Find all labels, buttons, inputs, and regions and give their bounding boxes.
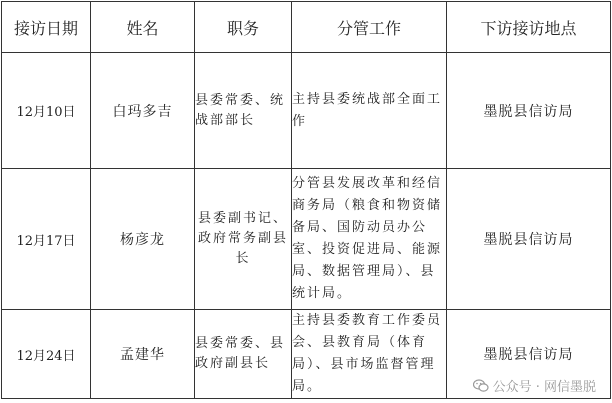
cell-name: 孟建华	[91, 310, 195, 399]
watermark-text: 公众号 · 网信墨脱	[492, 380, 596, 395]
table-row	[2, 53, 611, 169]
cell-duties: 主持县委教育工作委员会、县教育局（体育局）、县市场监督管理局。	[292, 310, 447, 399]
cell-date: 12月10日	[2, 53, 91, 169]
header-duties: 分管工作	[292, 2, 447, 53]
header-name: 姓名	[91, 2, 195, 53]
cell-duties: 分管县发展改革和经信商务局（粮食和物资储备局、国防动员办公室、投资促进局、能源局、数据管理局）、县统计局。	[292, 169, 447, 310]
cell-duties: 主持县委统战部全面工作	[292, 53, 447, 169]
cell-date: 12月24日	[2, 310, 91, 399]
schedule-table	[1, 1, 611, 399]
cell-position: 县委副书记、政府常务副县长	[195, 169, 292, 310]
cell-location: 墨脱县信访局	[447, 53, 611, 169]
cell-date: 12月17日	[2, 169, 91, 310]
cell-location: 墨脱县信访局	[447, 310, 611, 399]
cell-position: 县委常委、统战部部长	[195, 53, 292, 169]
watermark	[473, 376, 596, 395]
cell-position: 县委常委、县政府副县长	[195, 310, 292, 399]
table-header-row	[2, 2, 611, 53]
header-position: 职务	[195, 2, 292, 53]
table-row	[2, 169, 611, 310]
header-date: 接访日期	[2, 2, 91, 53]
cell-location: 墨脱县信访局	[447, 169, 611, 310]
header-location: 下访接访地点	[447, 2, 611, 53]
cell-name: 白玛多吉	[91, 53, 195, 169]
wechat-icon	[473, 379, 489, 393]
cell-name: 杨彦龙	[91, 169, 195, 310]
